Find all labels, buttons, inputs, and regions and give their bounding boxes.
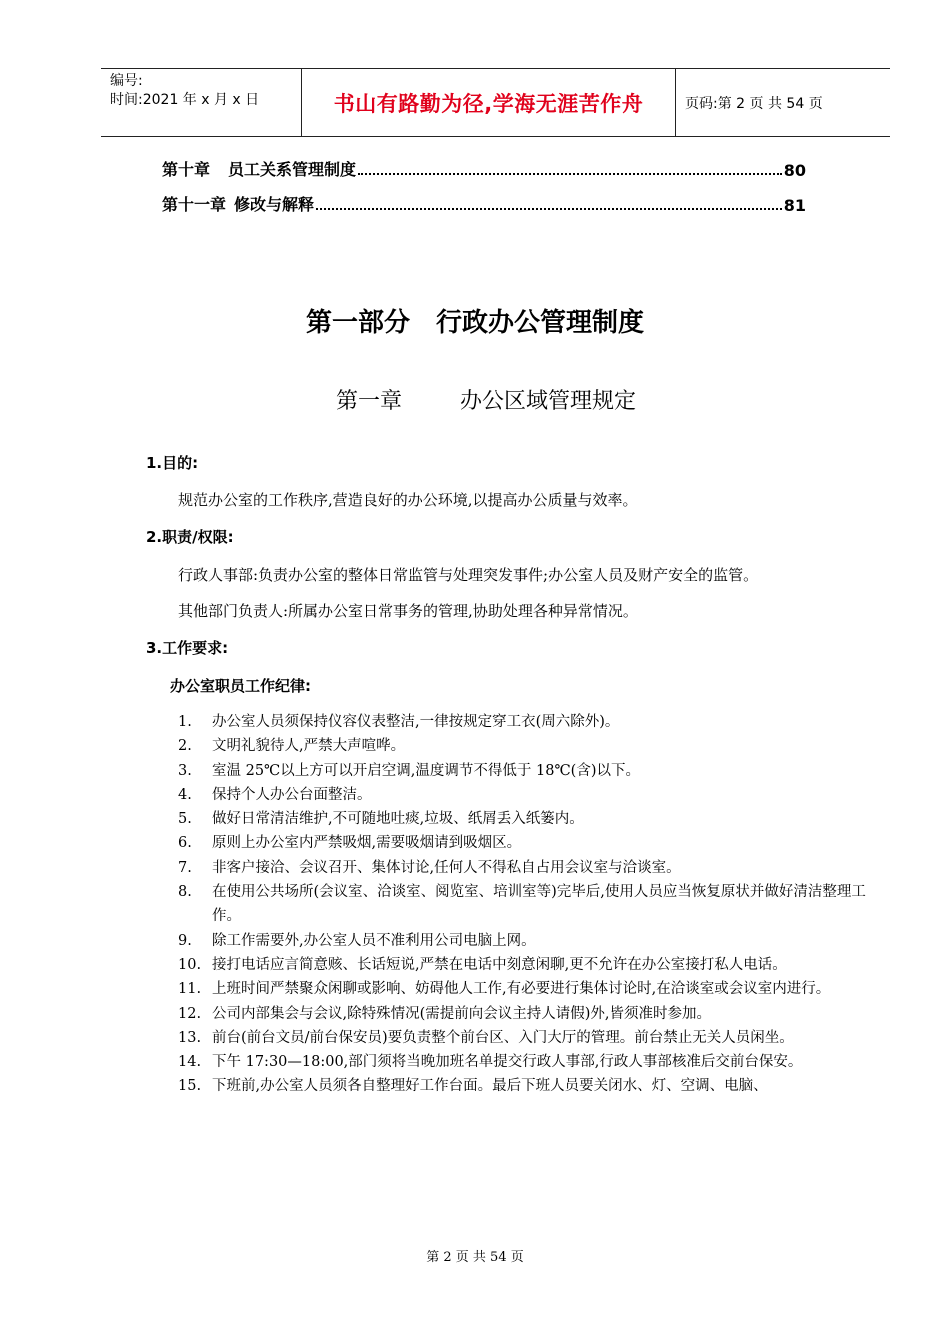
list-number: 8.	[178, 884, 192, 901]
chapter-name: 办公区域管理规定	[460, 389, 637, 414]
toc-page: 80	[783, 161, 806, 180]
list-text: 在使用公共场所(会议室、洽谈室、阅览室、培训室等)完毕后,使用人员应当恢复原状并做好清洁整理工作。	[212, 884, 866, 925]
section-heading: 1.目的:	[146, 454, 199, 472]
time-label: 时间:2021 年 x 月 x 日	[110, 92, 260, 108]
list-item	[178, 734, 868, 758]
list-item	[178, 929, 868, 953]
list-item	[178, 1026, 868, 1050]
subheading: 办公室职员工作纪律:	[170, 677, 311, 695]
header-motto-cell	[302, 69, 676, 136]
list-text: 做好日常清洁维护,不可随地吐痰,垃圾、纸屑丢入纸篓内。	[212, 811, 584, 828]
list-item	[178, 1002, 868, 1026]
list-text: 公司内部集会与会议,除特殊情况(需提前向会议主持人请假)外,皆须准时参加。	[212, 1005, 712, 1022]
list-number: 12.	[178, 1005, 202, 1022]
toc-page: 81	[783, 196, 806, 215]
list-item	[178, 1050, 868, 1074]
list-text: 办公室人员须保持仪容仪表整洁,一律按规定穿工衣(周六除外)。	[212, 714, 620, 730]
rules-list	[178, 710, 868, 1099]
list-number: 3.	[178, 762, 192, 779]
list-text: 下班前,办公室人员须各自整理好工作台面。最后下班人员要关闭水、灯、空调、电脑、	[212, 1078, 768, 1095]
section-heading: 2.职责/权限:	[146, 528, 234, 546]
list-item	[178, 856, 868, 880]
section-heading: 3.工作要求:	[146, 639, 229, 657]
header-meta-cell	[101, 69, 302, 136]
list-number: 1.	[178, 714, 192, 730]
list-number: 7.	[178, 859, 192, 876]
list-item	[178, 807, 868, 831]
list-text: 室温 25℃以上方可以开启空调,温度调节不得低于 18℃(含)以下。	[212, 762, 640, 779]
list-number: 2.	[178, 738, 192, 755]
list-item	[178, 759, 868, 783]
list-text: 接打电话应言简意赅、长话短说,严禁在电话中刻意闲聊,更不允许在办公室接打私人电话。	[212, 956, 787, 973]
list-item	[178, 831, 868, 855]
chapter-number: 第一章	[336, 389, 403, 414]
list-number: 15.	[178, 1078, 202, 1095]
paragraph: 行政人事部:负责办公室的整体日常监管与处理突发事件;办公室人员及财产安全的监管。	[178, 566, 759, 584]
list-text: 除工作需要外,办公室人员不准利用公司电脑上网。	[212, 932, 536, 949]
toc-leader-dots	[358, 173, 782, 175]
page-footer: 第 2 页 共 54 页	[426, 1250, 524, 1265]
toc-chapter: 第十章	[162, 160, 211, 179]
list-text: 下午 17:30—18:00,部门须将当晚加班名单提交行政人事部,行政人事部核准后交前台保安。	[212, 1054, 803, 1071]
list-item	[178, 1074, 868, 1098]
list-item	[178, 710, 868, 734]
list-text: 上班时间严禁聚众闲聊或影响、妨碍他人工作,有必要进行集体讨论时,在洽谈室或会议室内进行。	[212, 981, 831, 998]
header-page-cell	[676, 69, 890, 136]
toc-leader-dots	[316, 208, 782, 210]
paragraph: 其他部门负责人:所属办公室日常事务的管理,协助处理各种异常情况。	[178, 602, 638, 620]
list-number: 4.	[178, 786, 192, 803]
list-item	[178, 880, 868, 929]
number-label: 编号:	[110, 73, 143, 89]
list-number: 11.	[178, 981, 202, 998]
list-number: 14.	[178, 1054, 202, 1071]
toc-chapter: 第十一章	[162, 195, 227, 214]
page-info: 页码:第 2 页 共 54 页	[685, 95, 823, 112]
list-text: 前台(前台文员/前台保安员)要负责整个前台区、入门大厅的管理。前台禁止无关人员闲坐。	[212, 1029, 794, 1046]
list-number: 9.	[178, 932, 192, 949]
list-text: 保持个人办公台面整洁。	[212, 786, 372, 803]
list-item	[178, 953, 868, 977]
list-text: 非客户接洽、会议召开、集体讨论,任何人不得私自占用会议室与洽谈室。	[212, 859, 681, 876]
toc-entry[interactable]	[162, 158, 806, 180]
chapter-title	[336, 384, 636, 415]
toc-entry[interactable]	[162, 193, 806, 215]
toc-title: 员工关系管理制度	[228, 160, 357, 179]
document-header	[101, 68, 890, 137]
part-title: 第一部分 行政办公管理制度	[305, 308, 644, 338]
list-item	[178, 977, 868, 1001]
motto-text: 书山有路勤为径,学海无涯苦作舟	[333, 91, 644, 116]
paragraph: 规范办公室的工作秩序,营造良好的办公环境,以提高办公质量与效率。	[178, 491, 638, 509]
list-number: 10.	[178, 956, 202, 973]
list-number: 6.	[178, 835, 192, 852]
list-number: 13.	[178, 1029, 202, 1046]
list-item	[178, 783, 868, 807]
list-number: 5.	[178, 811, 192, 828]
list-text: 原则上办公室内严禁吸烟,需要吸烟请到吸烟区。	[212, 835, 522, 852]
toc-title: 修改与解释	[234, 195, 315, 214]
list-text: 文明礼貌待人,严禁大声喧哗。	[212, 738, 406, 755]
